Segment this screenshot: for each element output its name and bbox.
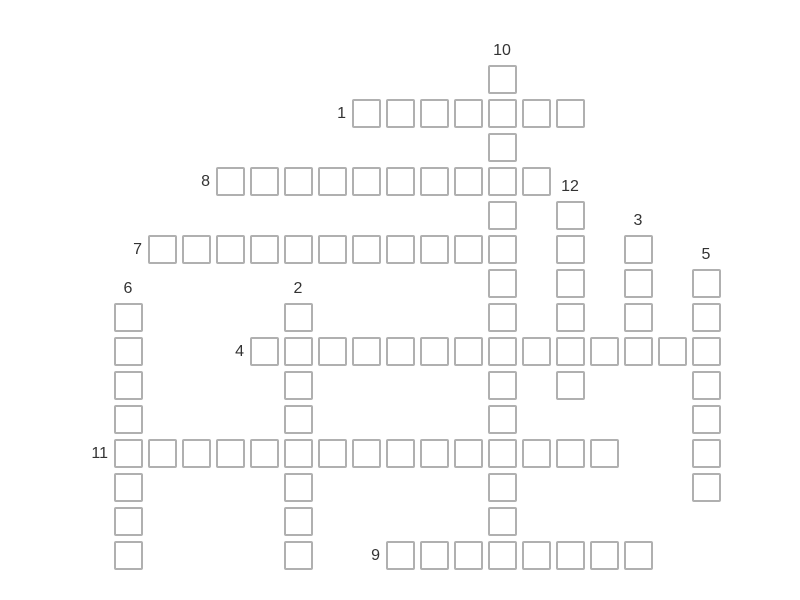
crossword-cell[interactable] xyxy=(352,235,381,264)
crossword-cell[interactable] xyxy=(114,473,143,502)
clue-number-3-down: 3 xyxy=(633,212,643,229)
crossword-cell[interactable] xyxy=(454,337,483,366)
crossword-cell[interactable] xyxy=(454,167,483,196)
crossword-cell[interactable] xyxy=(590,541,619,570)
crossword-cell[interactable] xyxy=(488,405,517,434)
crossword-cell[interactable] xyxy=(284,235,313,264)
crossword-cell[interactable] xyxy=(284,473,313,502)
crossword-cell[interactable] xyxy=(556,371,585,400)
crossword-cell[interactable] xyxy=(692,439,721,468)
crossword-cell[interactable] xyxy=(352,337,381,366)
crossword-cell[interactable] xyxy=(114,541,143,570)
crossword-cell[interactable] xyxy=(522,439,551,468)
crossword-cell[interactable] xyxy=(556,99,585,128)
crossword-cell[interactable] xyxy=(182,439,211,468)
crossword-cell[interactable] xyxy=(114,405,143,434)
crossword-cell[interactable] xyxy=(556,235,585,264)
crossword-cell[interactable] xyxy=(318,167,347,196)
crossword-cell[interactable] xyxy=(590,439,619,468)
clue-number-7-across: 7 xyxy=(133,241,142,258)
crossword-cell[interactable] xyxy=(624,303,653,332)
crossword-cell[interactable] xyxy=(692,371,721,400)
crossword-cell[interactable] xyxy=(250,439,279,468)
crossword-cell[interactable] xyxy=(488,473,517,502)
crossword-cell[interactable] xyxy=(284,371,313,400)
crossword-cell[interactable] xyxy=(488,235,517,264)
crossword-cell[interactable] xyxy=(284,541,313,570)
clue-number-12-down: 12 xyxy=(561,178,579,195)
crossword-cell[interactable] xyxy=(522,99,551,128)
crossword-cell[interactable] xyxy=(624,269,653,298)
crossword-cell[interactable] xyxy=(624,235,653,264)
crossword-cell[interactable] xyxy=(556,541,585,570)
clue-number-2-down: 2 xyxy=(293,280,303,297)
crossword-cell[interactable] xyxy=(658,337,687,366)
crossword-cell[interactable] xyxy=(590,337,619,366)
crossword-cell[interactable] xyxy=(420,167,449,196)
crossword-cell[interactable] xyxy=(556,269,585,298)
crossword-cell[interactable] xyxy=(488,541,517,570)
crossword-cell[interactable] xyxy=(216,235,245,264)
crossword-cell[interactable] xyxy=(352,439,381,468)
crossword-cell[interactable] xyxy=(386,99,415,128)
crossword-cell[interactable] xyxy=(114,439,143,468)
crossword-cell[interactable] xyxy=(454,235,483,264)
crossword-cell[interactable] xyxy=(454,541,483,570)
crossword-cell[interactable] xyxy=(250,235,279,264)
crossword-cell[interactable] xyxy=(250,337,279,366)
crossword-cell[interactable] xyxy=(556,439,585,468)
crossword-cell[interactable] xyxy=(386,337,415,366)
crossword-cell[interactable] xyxy=(488,133,517,162)
crossword-cell[interactable] xyxy=(522,541,551,570)
crossword-cell[interactable] xyxy=(488,439,517,468)
crossword-cell[interactable] xyxy=(386,439,415,468)
crossword-cell[interactable] xyxy=(454,439,483,468)
crossword-cell[interactable] xyxy=(454,99,483,128)
crossword-cell[interactable] xyxy=(692,269,721,298)
crossword-cell[interactable] xyxy=(284,439,313,468)
crossword-cell[interactable] xyxy=(284,507,313,536)
crossword-cell[interactable] xyxy=(624,541,653,570)
crossword-cell[interactable] xyxy=(386,167,415,196)
clue-number-1-across: 1 xyxy=(337,105,346,122)
crossword-cell[interactable] xyxy=(318,337,347,366)
crossword-cell[interactable] xyxy=(284,405,313,434)
clue-number-4-across: 4 xyxy=(235,343,244,360)
crossword-cell[interactable] xyxy=(420,99,449,128)
crossword-cell[interactable] xyxy=(488,303,517,332)
crossword-cell[interactable] xyxy=(522,167,551,196)
clue-number-11-across: 11 xyxy=(91,445,108,462)
crossword-cell[interactable] xyxy=(488,371,517,400)
crossword-cell[interactable] xyxy=(692,405,721,434)
crossword-cell[interactable] xyxy=(284,303,313,332)
crossword-cell[interactable] xyxy=(284,337,313,366)
crossword-cell[interactable] xyxy=(250,167,279,196)
clue-number-5-down: 5 xyxy=(701,246,711,263)
crossword-cell[interactable] xyxy=(488,337,517,366)
clue-number-6-down: 6 xyxy=(123,280,133,297)
crossword-cell[interactable] xyxy=(114,507,143,536)
crossword-cell[interactable] xyxy=(318,235,347,264)
crossword-cell[interactable] xyxy=(420,337,449,366)
crossword-cell[interactable] xyxy=(488,507,517,536)
crossword-cell[interactable] xyxy=(522,337,551,366)
crossword-cell[interactable] xyxy=(352,99,381,128)
crossword-cell[interactable] xyxy=(386,541,415,570)
crossword-cell[interactable] xyxy=(692,473,721,502)
crossword-cell[interactable] xyxy=(420,541,449,570)
crossword-cell[interactable] xyxy=(114,337,143,366)
crossword-cell[interactable] xyxy=(318,439,347,468)
crossword-cell[interactable] xyxy=(488,167,517,196)
crossword-cell[interactable] xyxy=(182,235,211,264)
crossword-cell[interactable] xyxy=(114,303,143,332)
crossword-cell[interactable] xyxy=(352,167,381,196)
crossword-cell[interactable] xyxy=(556,303,585,332)
crossword-cell[interactable] xyxy=(692,303,721,332)
crossword-cell[interactable] xyxy=(488,65,517,94)
crossword-cell[interactable] xyxy=(692,337,721,366)
crossword-cell[interactable] xyxy=(556,201,585,230)
crossword-cell[interactable] xyxy=(148,439,177,468)
crossword-cell[interactable] xyxy=(488,269,517,298)
crossword-cell[interactable] xyxy=(488,201,517,230)
crossword-cell[interactable] xyxy=(420,439,449,468)
crossword-cell[interactable] xyxy=(624,337,653,366)
crossword-cell[interactable] xyxy=(216,167,245,196)
crossword-cell[interactable] xyxy=(216,439,245,468)
clue-number-10-down: 10 xyxy=(493,42,511,59)
crossword-cell[interactable] xyxy=(148,235,177,264)
clue-number-8-across: 8 xyxy=(201,173,210,190)
crossword-cell[interactable] xyxy=(114,371,143,400)
crossword-cell[interactable] xyxy=(284,167,313,196)
crossword-cell[interactable] xyxy=(420,235,449,264)
crossword-cell[interactable] xyxy=(386,235,415,264)
crossword-cell[interactable] xyxy=(556,337,585,366)
crossword-cell[interactable] xyxy=(488,99,517,128)
clue-number-9-across: 9 xyxy=(371,547,380,564)
